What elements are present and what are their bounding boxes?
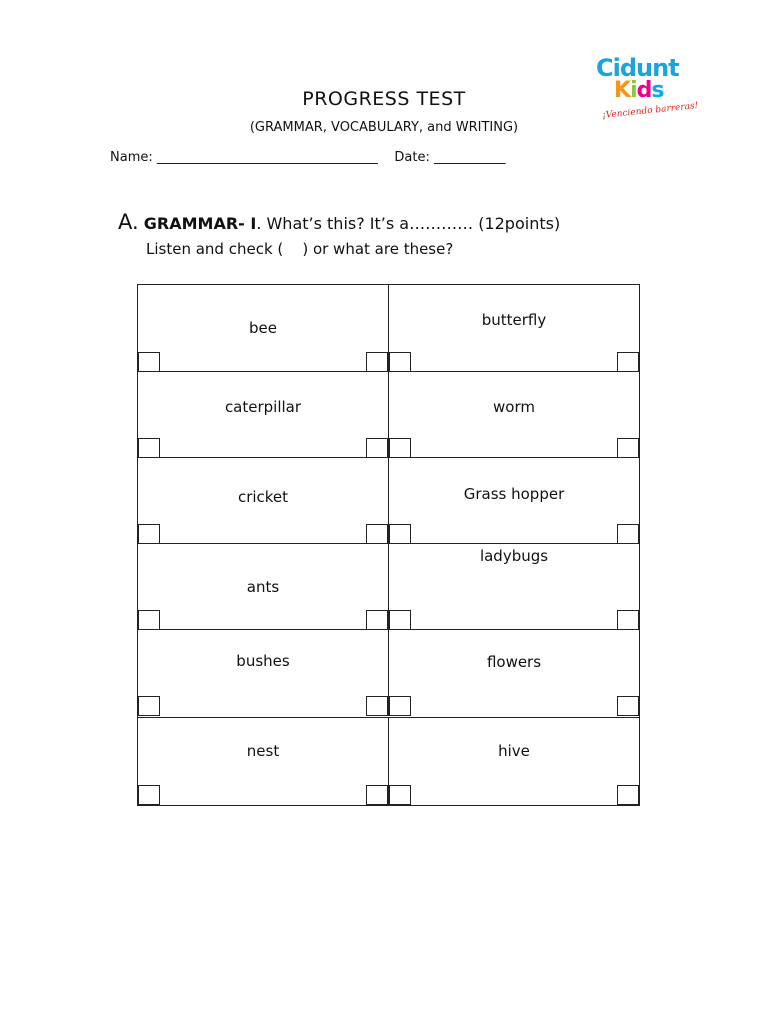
checkbox[interactable] <box>138 696 160 716</box>
grid-cell <box>389 544 639 630</box>
grid-row <box>138 457 639 544</box>
checkbox[interactable] <box>389 438 411 458</box>
checkbox[interactable] <box>138 438 160 458</box>
word-label: Grass hopper <box>463 485 565 503</box>
checkbox[interactable] <box>617 438 639 458</box>
section-instruction: Listen and check ( ) or what are these? <box>146 240 454 258</box>
checkbox[interactable] <box>366 785 388 805</box>
section-name: GRAMMAR- I <box>143 214 257 233</box>
word-label: nest <box>246 742 280 760</box>
checkbox[interactable] <box>389 524 411 544</box>
vocabulary-check-grid <box>137 284 640 806</box>
grid-cell <box>138 372 389 458</box>
logo-brand-top: Cidunt <box>596 54 679 82</box>
grid-cell <box>138 285 389 372</box>
checkbox[interactable] <box>366 696 388 716</box>
word-label: worm <box>493 398 535 416</box>
checkbox[interactable] <box>366 352 388 372</box>
section-question: . What’s this? It’s a………… (12points) <box>256 214 561 233</box>
grid-row <box>138 717 639 805</box>
checkbox[interactable] <box>617 524 639 544</box>
section-letter: A. <box>118 210 139 234</box>
checkbox[interactable] <box>617 785 639 805</box>
checkbox[interactable] <box>366 524 388 544</box>
grid-row <box>138 629 639 716</box>
checkbox[interactable] <box>389 696 411 716</box>
grid-cell <box>138 718 389 805</box>
grid-cell <box>138 544 389 630</box>
checkbox[interactable] <box>617 610 639 630</box>
grid-row <box>138 543 639 630</box>
grid-cell <box>389 718 639 805</box>
checkbox[interactable] <box>617 352 639 372</box>
page-title: PROGRESS TEST <box>302 88 466 110</box>
checkbox[interactable] <box>389 610 411 630</box>
checkbox[interactable] <box>138 610 160 630</box>
checkbox[interactable] <box>389 785 411 805</box>
grid-row <box>138 285 639 372</box>
section-heading <box>118 210 560 234</box>
page-subtitle: (GRAMMAR, VOCABULARY, and WRITING) <box>249 120 519 135</box>
logo-tagline: ¡Venciendo barreras! <box>601 100 699 122</box>
word-label: bushes <box>236 652 290 670</box>
grid-row <box>138 371 639 458</box>
grid-cell <box>389 630 639 716</box>
word-label: ants <box>246 578 280 596</box>
word-label: bee <box>249 319 277 337</box>
word-label: flowers <box>486 653 542 671</box>
checkbox[interactable] <box>366 438 388 458</box>
checkbox[interactable] <box>138 785 160 805</box>
name-date-line[interactable]: Name: __________________________________ Date: ___________ <box>110 150 506 165</box>
checkbox[interactable] <box>389 352 411 372</box>
word-label: caterpillar <box>224 398 302 416</box>
grid-cell <box>389 372 639 458</box>
grid-cell <box>138 458 389 544</box>
logo-brand-bottom: Kids <box>614 78 664 103</box>
grid-cell <box>138 630 389 716</box>
checkbox[interactable] <box>366 610 388 630</box>
grid-cell <box>389 458 639 544</box>
word-label: cricket <box>237 488 289 506</box>
checkbox[interactable] <box>617 696 639 716</box>
word-label: ladybugs <box>479 547 549 565</box>
word-label: hive <box>498 742 530 760</box>
checkbox[interactable] <box>138 524 160 544</box>
word-label: butterfly <box>481 311 547 329</box>
checkbox[interactable] <box>138 352 160 372</box>
grid-cell <box>389 285 639 372</box>
